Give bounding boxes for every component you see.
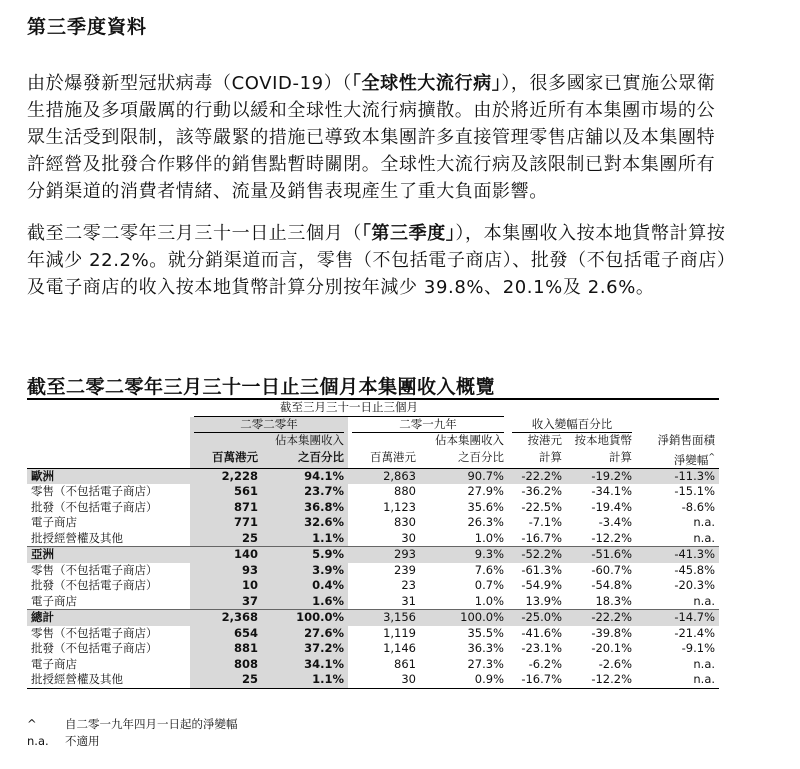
footnotes [27, 716, 238, 750]
table-cell: 0.4% [262, 578, 348, 594]
table-cell: -12.2% [591, 530, 632, 545]
group-label: 總計 [27, 610, 190, 626]
table-cell: 30 [348, 672, 420, 688]
table-cell: 13.9% [525, 593, 562, 608]
table-cell: -25.0% [508, 610, 566, 626]
table-cell: -51.6% [566, 547, 636, 563]
table-cell: 293 [348, 547, 420, 563]
table-cell: 26.3% [467, 515, 504, 530]
table-cell: -9.1% [681, 641, 716, 656]
footnote [27, 733, 238, 750]
table-row [27, 672, 719, 688]
table-cell: 94.1% [262, 468, 348, 484]
table-cell: n.a. [636, 672, 719, 688]
table-cell: -19.2% [566, 468, 636, 484]
table-cell: 90.7% [420, 468, 508, 484]
table-cell: 23.7% [262, 484, 348, 500]
table-row [27, 484, 719, 500]
table-cell: 30 [401, 530, 416, 545]
table-cell: -41.3% [636, 547, 719, 563]
table-cell: 1,123 [383, 499, 416, 514]
table-cell: 2,368 [190, 610, 262, 626]
table-cell: -19.4% [591, 499, 632, 514]
table-row [27, 626, 719, 642]
row-label: 批發（不包括電子商店） [31, 578, 158, 593]
header-pct-2020: 佔本集團收入 [262, 433, 348, 449]
table-row [27, 578, 719, 594]
table-cell: 2,228 [190, 468, 262, 484]
header-year-2019: 二零一九年 [348, 417, 508, 434]
table-cell: 31 [401, 593, 416, 608]
table-cell: 34.1% [262, 657, 348, 673]
table-cell: -15.1% [674, 484, 716, 499]
table-cell: 830 [394, 515, 416, 530]
table-cell: 100.0% [262, 610, 348, 626]
table-row [27, 531, 719, 547]
table-cell: -14.7% [636, 610, 719, 626]
table-cell: 140 [190, 547, 262, 563]
table-row [27, 563, 719, 579]
table-cell: 25 [190, 531, 262, 547]
table-cell: 93 [190, 563, 262, 579]
table-cell: -52.2% [508, 547, 566, 563]
table-cell: 27.6% [262, 626, 348, 642]
table-cell: -2.6% [598, 656, 632, 671]
paragraph-bold-term: 「第三季度」 [361, 223, 456, 244]
table-cell: 18.3% [595, 593, 632, 608]
row-label: 批授經營權及其他 [31, 530, 123, 545]
table-cell: -12.2% [566, 672, 636, 688]
table-cell: 771 [190, 515, 262, 531]
footnote [27, 716, 238, 733]
header-year-2020: 二零二零年 [190, 417, 348, 434]
table-cell: 10 [190, 578, 262, 594]
table-cell: 1.0% [474, 593, 504, 608]
row-label: 電子商店 [31, 593, 77, 608]
revenue-table [27, 398, 719, 689]
table-cell: 0.9% [420, 672, 508, 688]
table-cell: -34.1% [591, 484, 632, 499]
table-cell: 23 [401, 578, 416, 593]
table-cell: n.a. [693, 593, 716, 608]
header-hkd-change-line2: 計算 [508, 449, 566, 469]
footnote-mark: n.a. [27, 734, 49, 748]
table-cell: -8.6% [681, 499, 716, 514]
table-cell: 881 [190, 641, 262, 657]
header-period: 截至三月三十一日止三個月 [190, 399, 508, 417]
table-cell: -61.3% [521, 562, 562, 577]
table-row [27, 500, 719, 516]
table-row [27, 657, 719, 673]
table-cell: 7.6% [474, 562, 504, 577]
table-cell: 239 [394, 562, 416, 577]
table-cell: 2,863 [348, 468, 420, 484]
table-cell: 871 [190, 500, 262, 516]
row-label: 零售（不包括電子商店） [31, 625, 158, 640]
footnote-text: 不適用 [65, 734, 100, 748]
header-net-area: 淨銷售面積 [657, 433, 716, 447]
header-lc-change: 按本地貨幣 [574, 433, 632, 447]
table-cell: 5.9% [262, 547, 348, 563]
table-cell: -54.8% [591, 578, 632, 593]
header-hkd-change: 按港元 [527, 433, 562, 447]
header-net-area-line2: 淨變幅^ [636, 449, 719, 469]
table-cell: -45.8% [674, 562, 716, 577]
header-pct-2019-line2: 之百分比 [420, 449, 508, 469]
table-row [27, 515, 719, 531]
header-hkd-2019: 百萬港元 [348, 449, 420, 469]
table-cell: -60.7% [591, 562, 632, 577]
table-cell: 35.6% [467, 499, 504, 514]
table-cell: -54.9% [521, 578, 562, 593]
table-cell: 1,119 [383, 625, 416, 640]
table-row [27, 641, 719, 657]
table-group-row [27, 468, 719, 484]
table-cell: 9.3% [420, 547, 508, 563]
paragraph-revenue-summary [27, 220, 727, 301]
table-cell: 880 [394, 484, 416, 499]
table-cell: 27.9% [467, 484, 504, 499]
table-cell: 1.1% [262, 531, 348, 547]
table-title: 截至二零二零年三月三十一日止三個月本集團收入概覽 [27, 376, 496, 398]
footnote-mark: ^ [27, 717, 37, 731]
header-lc-change-line2: 計算 [566, 449, 636, 469]
table-group-row [27, 547, 719, 563]
table-cell: 654 [190, 626, 262, 642]
table-cell: 1.1% [262, 672, 348, 688]
paragraph-text: ），本集團收入按本地貨幣計算按年減少 22.2%。就分銷渠道而言，零售（不包括電子商店）、批發（不包括電子商店）及電子商店的收入按本地貨幣計算分別按年減少 39.8%、20.1%及 2.6%。 [27, 223, 727, 298]
group-label: 歐洲 [27, 468, 190, 484]
table-cell: -16.7% [508, 672, 566, 688]
table-cell: n.a. [693, 530, 716, 545]
row-label: 批發（不包括電子商店） [31, 641, 158, 656]
row-label: 電子商店 [31, 656, 77, 671]
table-cell: 808 [190, 657, 262, 673]
table-cell: -16.7% [521, 530, 562, 545]
table-cell: 36.3% [467, 641, 504, 656]
table-cell: 36.8% [262, 500, 348, 516]
table-cell: -22.5% [521, 499, 562, 514]
header-pct-2020-line2: 之百分比 [262, 449, 348, 469]
row-label: 批授經營權及其他 [27, 672, 190, 688]
paragraph-text: 截至二零二零年三月三十一日止三個月（ [27, 223, 362, 244]
group-label: 亞洲 [27, 547, 190, 563]
row-label: 零售（不包括電子商店） [31, 562, 158, 577]
table-row [27, 594, 719, 610]
table-cell: -22.2% [508, 468, 566, 484]
table-cell: n.a. [693, 515, 716, 530]
table-cell: -20.1% [591, 641, 632, 656]
table-cell: 32.6% [262, 515, 348, 531]
table-cell: -20.3% [674, 578, 716, 593]
table-cell: 1.6% [262, 594, 348, 610]
row-label: 零售（不包括電子商店） [31, 484, 158, 499]
table-cell: 27.3% [467, 656, 504, 671]
table-cell: 37.2% [262, 641, 348, 657]
table-cell: -39.8% [591, 625, 632, 640]
table-cell: 35.5% [467, 625, 504, 640]
header-pct-2019: 佔本集團收入 [435, 433, 504, 447]
table-cell: 0.7% [474, 578, 504, 593]
table-cell: -6.2% [528, 656, 562, 671]
table-cell: 37 [190, 594, 262, 610]
paragraph-covid-impact [27, 70, 727, 205]
paragraph-bold-term: 「全球性大流行病」 [351, 73, 502, 94]
section-heading: 第三季度資料 [27, 16, 148, 38]
table-cell: -21.4% [674, 625, 716, 640]
table-cell: -23.1% [521, 641, 562, 656]
paragraph-text: 由於爆發新型冠狀病毒（COVID-19）（ [27, 73, 352, 94]
row-label: 批發（不包括電子商店） [31, 499, 158, 514]
table-cell: 1,146 [383, 641, 416, 656]
table-cell: n.a. [693, 656, 716, 671]
table-cell: 25 [190, 672, 262, 688]
table-cell: -7.1% [528, 515, 562, 530]
table-group-row [27, 610, 719, 626]
row-label: 電子商店 [31, 515, 77, 530]
table-cell: 3.9% [262, 563, 348, 579]
table-cell: 100.0% [420, 610, 508, 626]
table-cell: 3,156 [348, 610, 420, 626]
header-hkd-2020: 百萬港元 [190, 449, 262, 469]
table-cell: -11.3% [636, 468, 719, 484]
header-change-group: 收入變幅百分比 [508, 417, 636, 434]
table-cell: 861 [394, 656, 416, 671]
table-cell: 561 [190, 484, 262, 500]
footnote-text: 自二零一九年四月一日起的淨變幅 [65, 717, 238, 731]
table-cell: 1.0% [474, 530, 504, 545]
table-cell: -41.6% [521, 625, 562, 640]
table-cell: -22.2% [566, 610, 636, 626]
table-cell: -3.4% [598, 515, 632, 530]
table-cell: -36.2% [521, 484, 562, 499]
paragraph-text: ），很多國家已實施公眾衛生措施及多項嚴厲的行動以緩和全球性大流行病擴散。由於將近所有本集團市場的公眾生活受到限制，該等嚴緊的措施已導致本集團許多直接管理零售店舖以及本集團特許經營及批發合作夥伴的銷售點暫時關閉。全球性大流行病及該限制已對本集團所有分銷渠道的消費者情緒、流量及銷售表現產生了重大負面影響。 [27, 73, 716, 202]
